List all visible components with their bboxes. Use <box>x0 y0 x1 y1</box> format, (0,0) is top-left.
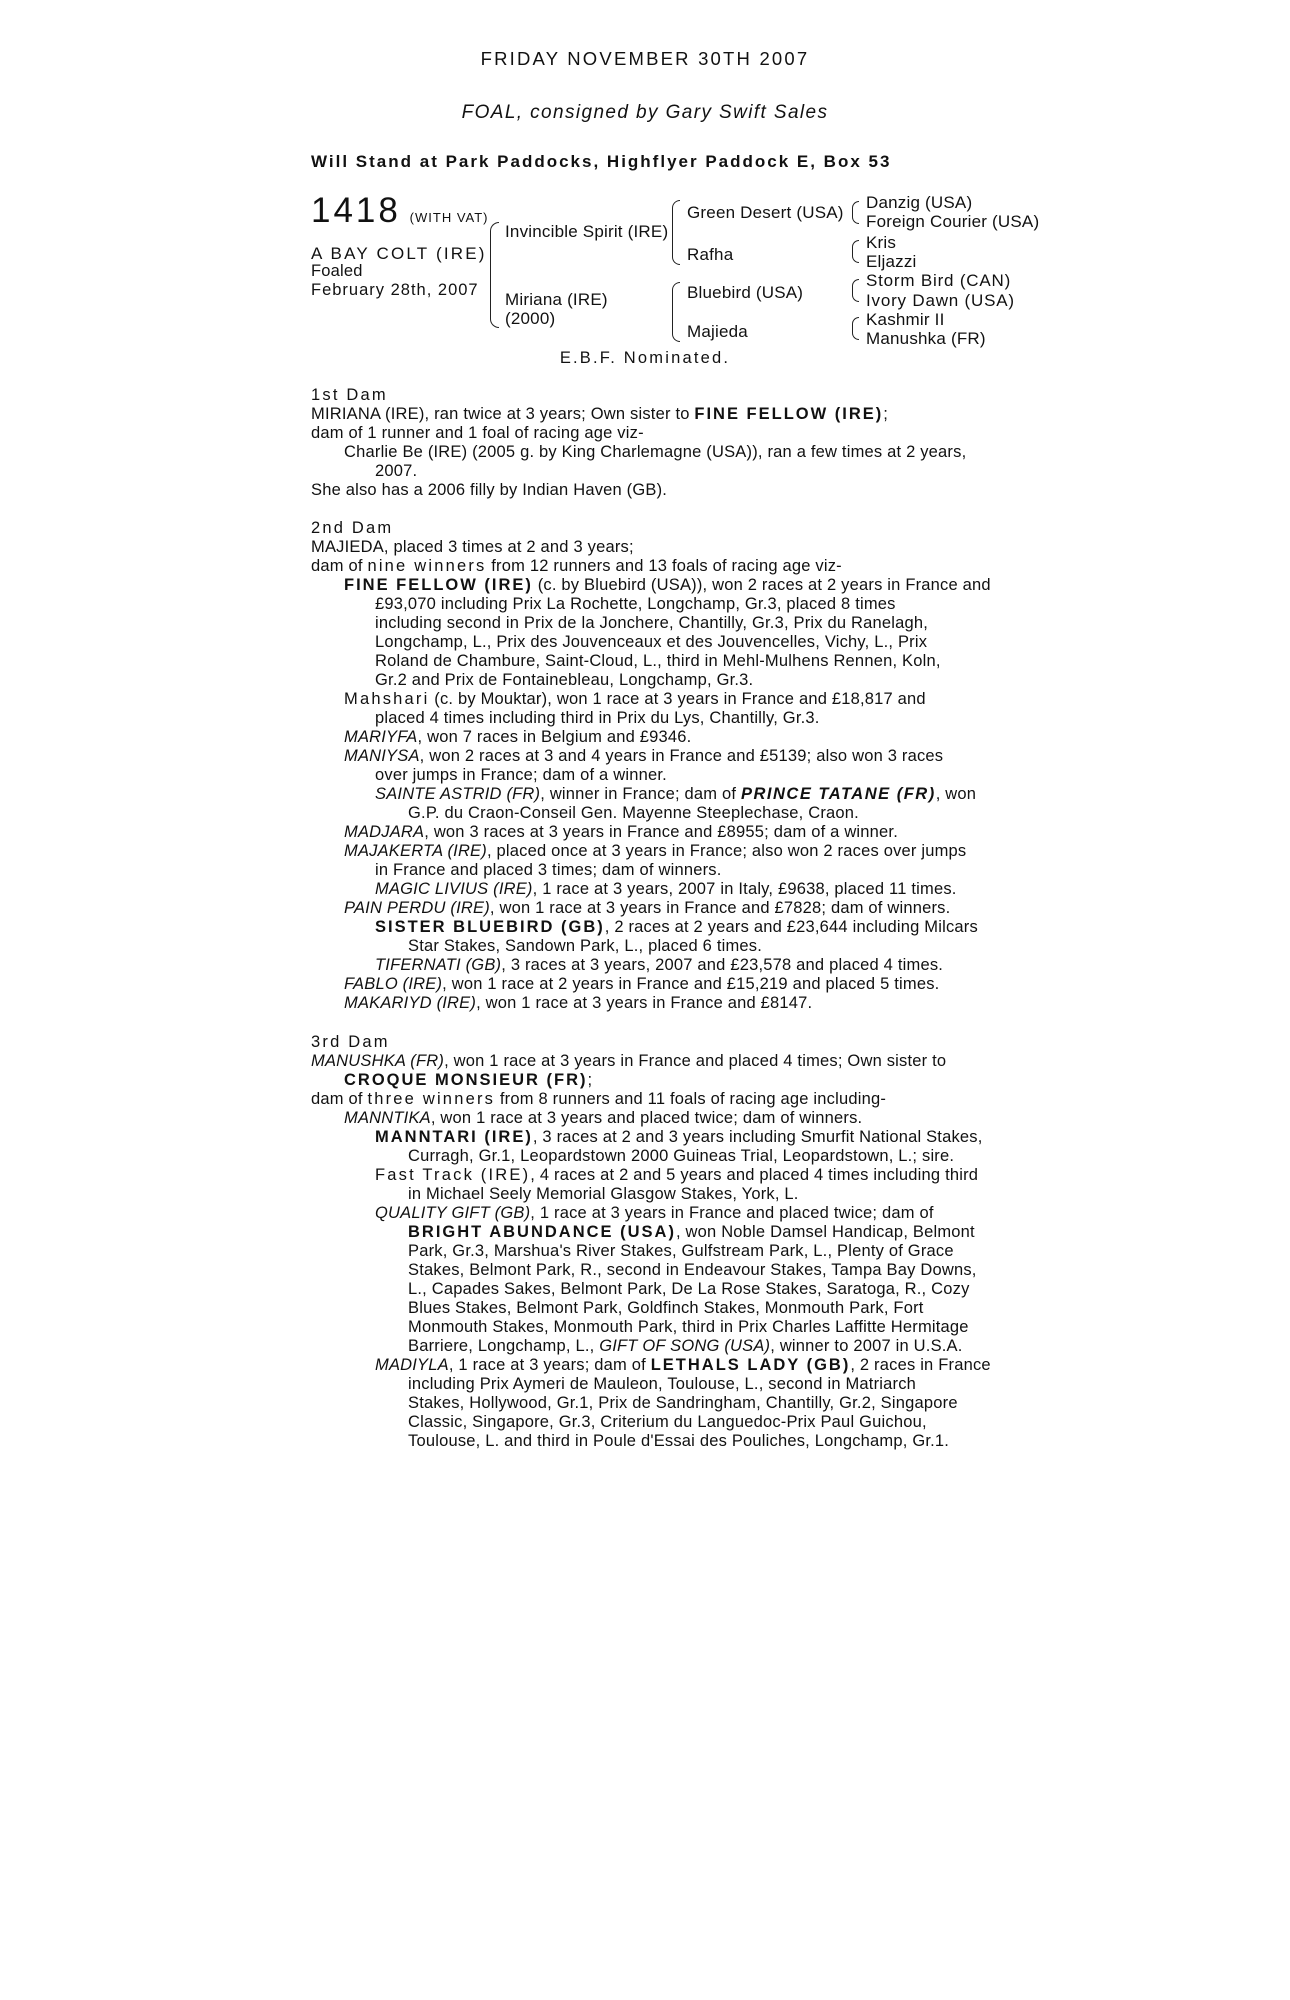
first-dam-line <box>311 405 991 424</box>
text: , placed once at 3 years in France; also won 2 races over jumps <box>486 842 967 860</box>
third-dam-section <box>311 1033 991 1451</box>
dam-dam: Majieda <box>687 322 748 341</box>
sire-dam: Rafha <box>687 245 734 264</box>
produce-line: in Michael Seely Memorial Glasgow Stakes, York, L. <box>408 1185 799 1203</box>
ebf-nominated: E.B.F. Nominated. <box>559 349 731 367</box>
brace-sire-top <box>672 200 680 233</box>
horse-name: MARIYFA <box>344 728 418 746</box>
brace-dam-top <box>672 282 680 308</box>
winners-count: nine winners <box>367 557 487 575</box>
brace-g4-bottom <box>852 328 859 340</box>
stand-location: Will Stand at Park Paddocks, Highflyer Paddock E, Box 53 <box>311 152 892 171</box>
horse-name: TIFERNATI (GB) <box>375 956 502 974</box>
text: from 8 runners and 11 foals of racing age including- <box>495 1090 887 1108</box>
produce-line <box>311 1356 991 1375</box>
first-dam-line: 2007. <box>375 462 418 480</box>
g3-8: Manushka (FR) <box>866 329 986 348</box>
sale-date: FRIDAY NOVEMBER 30TH 2007 <box>480 48 810 69</box>
produce-line: G.P. du Craon-Conseil Gen. Mayenne Steeplechase, Craon. <box>408 804 859 822</box>
produce-line <box>311 1109 991 1128</box>
text: , won 1 race at 3 years in France and £8147. <box>476 994 813 1012</box>
text: , won 1 race at 3 years in France and £7828; dam of winners. <box>489 899 951 917</box>
vat-note: (WITH VAT) <box>409 210 489 225</box>
text: , won 1 race at 3 years in France and placed 4 times; Own sister to <box>444 1052 947 1070</box>
produce-line: including Prix Aymeri de Mauleon, Toulouse, L., second in Matriarch <box>408 1375 917 1393</box>
text: , won <box>935 785 977 803</box>
dam-sire: Bluebird (USA) <box>687 283 804 302</box>
produce-line: placed 4 times including third in Prix du Lys, Chantilly, Gr.3. <box>375 709 820 727</box>
text: , won 1 race at 3 years and placed twice; dam of winners. <box>430 1109 863 1127</box>
g3-2: Foreign Courier (USA) <box>866 212 1040 231</box>
produce-line <box>311 994 991 1013</box>
horse-name: PRINCE TATANE (FR) <box>740 785 936 803</box>
horse-name: FINE FELLOW (IRE) <box>694 405 884 423</box>
horse-name: Mahshari <box>344 690 430 708</box>
produce-line: Gr.2 and Prix de Fontainebleau, Longchamp, Gr.3. <box>375 671 754 689</box>
horse-name: MADJARA <box>344 823 425 841</box>
text: , won 3 races at 3 years in France and £8955; dam of a winner. <box>424 823 898 841</box>
produce-line: Roland de Chambure, Saint-Cloud, L., third in Mehl-Mulhens Rennen, Koln, <box>375 652 941 670</box>
text: (c. by Mouktar), won 1 race at 3 years in France and £18,817 and <box>429 690 926 708</box>
horse-name: MAJAKERTA (IRE) <box>344 842 487 860</box>
horse-name: MAKARIYD (IRE) <box>344 994 477 1012</box>
g3-4: Eljazzi <box>866 252 917 271</box>
produce-line <box>311 842 991 861</box>
produce-line <box>311 1204 991 1223</box>
text: dam of <box>311 1090 368 1108</box>
text: , won 7 races in Belgium and £9346. <box>417 728 692 746</box>
produce-line: Curragh, Gr.1, Leopardstown 2000 Guineas Trial, Leopardstown, L.; sire. <box>408 1147 955 1165</box>
brace-g1-bottom <box>852 212 859 224</box>
produce-line <box>311 1337 991 1356</box>
produce-line <box>311 880 991 899</box>
brace-dam-bottom <box>672 307 680 342</box>
produce-line <box>311 690 991 709</box>
produce-line <box>311 823 991 842</box>
horse-name: BRIGHT ABUNDANCE (USA) <box>408 1223 676 1241</box>
horse-name: QUALITY GIFT (GB) <box>375 1204 531 1222</box>
horse-name: MAGIC LIVIUS (IRE) <box>375 880 533 898</box>
produce-line: £93,070 including Prix La Rochette, Longchamp, Gr.3, placed 8 times <box>375 595 896 613</box>
foaled-label: Foaled <box>311 262 363 280</box>
produce-line: L., Capades Sakes, Belmont Park, De La Rose Stakes, Saratoga, R., Cozy <box>408 1280 970 1298</box>
produce-line: Classic, Singapore, Gr.3, Criterium du Languedoc-Prix Paul Guichou, <box>408 1413 927 1431</box>
produce-line <box>311 747 991 766</box>
produce-line <box>311 975 991 994</box>
horse-name: MADIYLA <box>375 1356 449 1374</box>
first-dam-heading: 1st Dam <box>311 386 388 404</box>
brace-sire-bottom <box>672 232 680 265</box>
lot-name: A BAY COLT (IRE) <box>311 244 487 263</box>
text: dam of <box>311 557 368 575</box>
produce-line: Star Stakes, Sandown Park, L., placed 6 times. <box>408 937 763 955</box>
produce-line: Monmouth Stakes, Monmouth Park, third in Prix Charles Laffitte Hermitage <box>408 1318 969 1336</box>
text: Barriere, Longchamp, L., <box>408 1337 600 1355</box>
produce-line <box>311 1128 991 1147</box>
produce-line: in France and placed 3 times; dam of winners. <box>375 861 722 879</box>
second-dam-heading: 2nd Dam <box>311 519 394 537</box>
text: , 2 races in France <box>850 1356 991 1374</box>
produce-line <box>311 956 991 975</box>
produce-line: over jumps in France; dam of a winner. <box>375 766 667 784</box>
horse-name: SAINTE ASTRID (FR) <box>375 785 541 803</box>
horse-name: LETHALS LADY (GB) <box>650 1356 851 1374</box>
lot-number: 1418 <box>311 191 401 230</box>
consignor-line: FOAL, consigned by Gary Swift Sales <box>461 102 829 123</box>
horse-name: MANIYSA <box>344 747 420 765</box>
horse-name: FABLO (IRE) <box>344 975 443 993</box>
text: , 3 races at 2 and 3 years including Smurfit National Stakes, <box>532 1128 983 1146</box>
horse-name: CROQUE MONSIEUR (FR) <box>344 1071 588 1089</box>
horse-name: PAIN PERDU (IRE) <box>344 899 490 917</box>
produce-line: including second in Prix de la Jonchere, Chantilly, Gr.3, Prix du Ranelagh, <box>375 614 929 632</box>
produce-line: Stakes, Hollywood, Gr.1, Prix de Sandringham, Chantilly, Gr.2, Singapore <box>408 1394 958 1412</box>
first-dam-section <box>311 386 991 500</box>
text: , 4 races at 2 and 5 years and placed 4 times including third <box>530 1166 979 1184</box>
produce-line: Stakes, Belmont Park, R., second in Endeavour Stakes, Tampa Bay Downs, <box>408 1261 977 1279</box>
brace-main-bottom <box>490 265 499 328</box>
text: , won Noble Damsel Handicap, Belmont <box>675 1223 975 1241</box>
text: , 2 races at 2 years and £23,644 including Milcars <box>604 918 978 936</box>
horse-name: MANNTARI (IRE) <box>375 1128 533 1146</box>
second-dam-line: MAJIEDA, placed 3 times at 2 and 3 years; <box>311 538 634 556</box>
text: , 1 race at 3 years in France and placed twice; dam of <box>530 1204 934 1222</box>
brace-main-top <box>490 222 499 266</box>
dam: Miriana (IRE) <box>505 290 608 309</box>
first-dam-line: dam of 1 runner and 1 foal of racing age viz- <box>311 424 644 442</box>
produce-line <box>311 1223 991 1242</box>
first-dam-line: Charlie Be (IRE) (2005 g. by King Charlemagne (USA)), ran a few times at 2 years, <box>344 443 967 461</box>
third-dam-line <box>311 1052 991 1071</box>
produce-line: Park, Gr.3, Marshua's River Stakes, Gulfstream Park, L., Plenty of Grace <box>408 1242 954 1260</box>
dam-year: (2000) <box>505 309 556 328</box>
brace-g2-bottom <box>852 251 859 263</box>
produce-line: Toulouse, L. and third in Poule d'Essai des Pouliches, Longchamp, Gr.1. <box>408 1432 950 1450</box>
produce-line: Longchamp, L., Prix des Jouvenceaux et des Jouvencelles, Vichy, L., Prix <box>375 633 928 651</box>
second-dam-line <box>311 557 991 576</box>
horse-name: MANNTIKA <box>344 1109 431 1127</box>
g3-1: Danzig (USA) <box>866 193 973 212</box>
horse-name: MANUSHKA (FR) <box>311 1052 445 1070</box>
text: , winner in France; dam of <box>540 785 741 803</box>
lot-heading <box>311 192 489 230</box>
text: , winner to 2007 in U.S.A. <box>770 1337 963 1355</box>
third-dam-line <box>311 1071 991 1090</box>
text: , won 2 races at 3 and 4 years in France and £5139; also won 3 races <box>419 747 944 765</box>
text: , 1 race at 3 years, 2007 in Italy, £9638, placed 11 times. <box>532 880 957 898</box>
second-dam-section <box>311 519 991 1013</box>
produce-line <box>311 1166 991 1185</box>
third-dam-line <box>311 1090 991 1109</box>
text: from 12 runners and 13 foals of racing age viz- <box>486 557 842 575</box>
text: , 1 race at 3 years; dam of <box>448 1356 651 1374</box>
produce-line <box>311 899 991 918</box>
winners-count: three winners <box>367 1090 496 1108</box>
brace-g3-bottom <box>852 290 859 302</box>
sire-sire: Green Desert (USA) <box>687 203 844 222</box>
first-dam-line: She also has a 2006 filly by Indian Haven (GB). <box>311 481 668 499</box>
sire: Invincible Spirit (IRE) <box>505 222 669 241</box>
g3-3: Kris <box>866 233 897 252</box>
g3-6: Ivory Dawn (USA) <box>866 291 1015 310</box>
horse-name: FINE FELLOW (IRE) <box>344 576 533 594</box>
text: (c. by Bluebird (USA)), won 2 races at 2 years in France and <box>532 576 991 594</box>
produce-line <box>311 728 991 747</box>
horse-name: GIFT OF SONG (USA) <box>599 1337 771 1355</box>
produce-line: Blues Stakes, Belmont Park, Goldfinch Stakes, Monmouth Park, Fort <box>408 1299 924 1317</box>
third-dam-heading: 3rd Dam <box>311 1033 390 1051</box>
text: , won 1 race at 2 years in France and £15,219 and placed 5 times. <box>442 975 940 993</box>
g3-5: Storm Bird (CAN) <box>866 271 1012 290</box>
produce-line <box>311 785 991 804</box>
foaled-date: February 28th, 2007 <box>311 281 479 299</box>
text: , 3 races at 3 years, 2007 and £23,578 and placed 4 times. <box>501 956 944 974</box>
text: ; <box>883 405 889 423</box>
g3-7: Kashmir II <box>866 310 945 329</box>
text: ; <box>587 1071 593 1089</box>
produce-line <box>311 918 991 937</box>
horse-name: SISTER BLUEBIRD (GB) <box>375 918 605 936</box>
text: MIRIANA (IRE), ran twice at 3 years; Own sister to <box>311 405 695 423</box>
horse-name: Fast Track (IRE) <box>375 1166 531 1184</box>
produce-line <box>311 576 991 595</box>
